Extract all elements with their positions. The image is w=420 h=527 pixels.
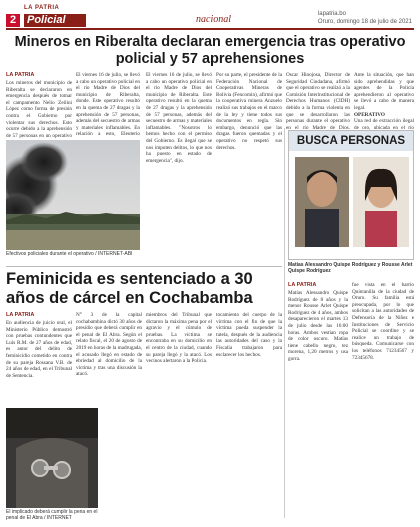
story2-kicker: LA PATRIA bbox=[6, 312, 35, 318]
photo1-caption: Efectivos policiales durante el operativo / INTERNET-ABI bbox=[6, 251, 133, 257]
story2-column-2: N° 3 de la capital cochabambina dictó 30 años de presidio que deberá cumplir en el penal de El Abra. Según el relato fiscal, el 20 de agosto de 2019 en horas de la madrugada, el acusado llegó en estado de ebriedad al domicilio de la víctima y tras una discusión la atacó. bbox=[76, 312, 142, 378]
missing-girl-photo bbox=[353, 157, 409, 247]
page-header bbox=[0, 0, 420, 28]
header-meta bbox=[318, 10, 412, 26]
section-label: nacional bbox=[196, 14, 231, 25]
story1-column-2 bbox=[76, 72, 140, 138]
story1-subhead: OPERATIVO bbox=[354, 111, 385, 118]
column-divider bbox=[284, 128, 285, 518]
date-label: Oruro, domingo 18 de julio de 2021 bbox=[317, 19, 412, 25]
story2-headline[interactable]: Feminicida es sentenciado a 30 años de cárcel en Cochabamba bbox=[6, 270, 253, 307]
story1-column-5: Oscar Hinojosa, Director de Seguridad Ciudadana, afirmó que el operativo se realizó a la Comisión Interinstitucional de Derechos Humanos (CIDH) debido a la forma violenta en que se desarrollaron las personas durante el operativo en el río Madre de Dios. bbox=[286, 72, 350, 130]
story1-column-6-text: Ante la situación, que han sido aprehendidas y que agentes de la Policía aprehendieron al operativo se llevó a cabo de manera legal. bbox=[354, 72, 414, 111]
missing-persons-title: BUSCA PERSONAS bbox=[289, 131, 413, 151]
missing-story-column-1: Matías Alessandro Quispe Rodríguez de 8 años y la menor Rousse Arlet Quispe Rodríguez de 4 años, ambos desaparecieron el martes 13 de julio desde las 16:00 horas. Ambos vestían ropa de color oscuro. Matías tiene cabello negro, tez morena, 1,20 metros y usa gorra. bbox=[288, 290, 348, 362]
page-number: 2 bbox=[6, 14, 20, 27]
story1-column-1: Los mineros del municipio de Riberalta se declararon en emergencia después de tomar el campamento Nelio Zeilini López como forma de presión contra el Gobierno por violentar sus derechos. Esto ocurre debido a la aprehensión de 57 personas en un operativo bbox=[6, 80, 72, 138]
missing-persons-caption: Matías Alessandro Quispe Rodríguez y Rousse Arlet Quispe Rodríguez bbox=[288, 262, 413, 274]
story2-column-1: En audiencia de juicio oral, el Ministerio Público demostró con pruebas contundentes que Luis R.M. de 27 años de edad, es autor del delito de feminicidio cometido en contra de su pareja Rossana V.B. de 24 años de edad, en el Tribunal de Sentencia. bbox=[6, 320, 72, 379]
story1-column-2b-text: En relación a esto, Eleuterio bbox=[76, 124, 140, 138]
header-divider bbox=[6, 28, 414, 30]
site-label[interactable]: lapatria.bo bbox=[317, 11, 346, 17]
story1-column-6 bbox=[354, 72, 414, 130]
missing-story-kicker: LA PATRIA bbox=[288, 282, 317, 288]
story2-column-3: miembros del Tribunal que dictaron la máxima pena por el agravio y el cúmulo de pruebas. La víctima se encontraba en su domicilio en el centro de la ciudad, cuando su pareja llegó y la atacó. Los vecinos alertaron a la Policía. bbox=[146, 312, 212, 365]
story-divider bbox=[6, 266, 282, 267]
mining-smoke-photo bbox=[6, 140, 140, 250]
story1-column-3: El viernes 16 de julio, se llevó a cabo un operativo policial en el río Madre de Dios del municipio de Riberalta. Este operativo resultó en la quema de 27 dragas y la aprehensión de 57 personas, además del secuestro de armas y materiales inflamables. "Nosotros lo hemos hecho con el permiso del Gobierno. Es ilegal que se nos imputen delitos, lo que nos ha puesto en estado de emergencia", dijo. bbox=[146, 72, 212, 164]
story1-column-6b-text: Una red de extracción ilegal de oro, ubicada en el río bbox=[354, 118, 414, 130]
brand-top-label: LA PATRIA bbox=[24, 5, 60, 11]
brand-label: Policial bbox=[27, 14, 66, 26]
story2-column-4: tocamiento del cuerpo de la víctima con el fin de que la víctima pueda suspender la tutela, después de la audiencia las autoridades del caso y la Fiscalía trabajaron para esclarecer los hechos. bbox=[216, 312, 282, 358]
story1-column-2-text: El viernes 16 de julio, se llevó a cabo un operativo policial en el río Madre de Dios del municipio de Riberalta, donde. Este operativo resultó en la quema de 27 dragas y la aprehensión de 57 personas, además del secuestro de armas y materiales inflamables. bbox=[76, 72, 140, 131]
missing-persons-box bbox=[288, 130, 414, 260]
story1-column-4: Por su parte, el presidente de la Federación Nacional de Cooperativas Mineras de Bolivia (Fencomin), afirmó que la cooperativa minera Anzuelo realizó sus trabajos en el marco de la ley y tiene todos sus documentos en regla. Sin embargo, denunció que las dragas fueron quemadas y el operativo no respetó sus derechos. bbox=[216, 72, 282, 151]
story1-kicker: LA PATRIA bbox=[6, 72, 35, 78]
suspect-photo bbox=[6, 408, 98, 508]
photo2-caption: El implicado deberá cumplir la pena en el penal de El Abra / INTERNET bbox=[6, 509, 98, 521]
story1-headline[interactable]: Mineros en Riberalta declaran emergencia tras operativo policial y 57 aprehensiones bbox=[14, 34, 406, 67]
section-brand bbox=[24, 5, 86, 27]
missing-boy-photo bbox=[295, 157, 349, 247]
missing-story-column-2: fue vista en el barrio Quintanilla de la ciudad de Oruro. Su familia está preocupada, por lo que solicitan a las autoridades de Defensoría de la Niñez e Instituciones de Servicio Policial se coordine y se realice un trabajo de búsqueda. Comunicarse con los teléfonos 71234567 y 72345678. bbox=[352, 282, 414, 361]
